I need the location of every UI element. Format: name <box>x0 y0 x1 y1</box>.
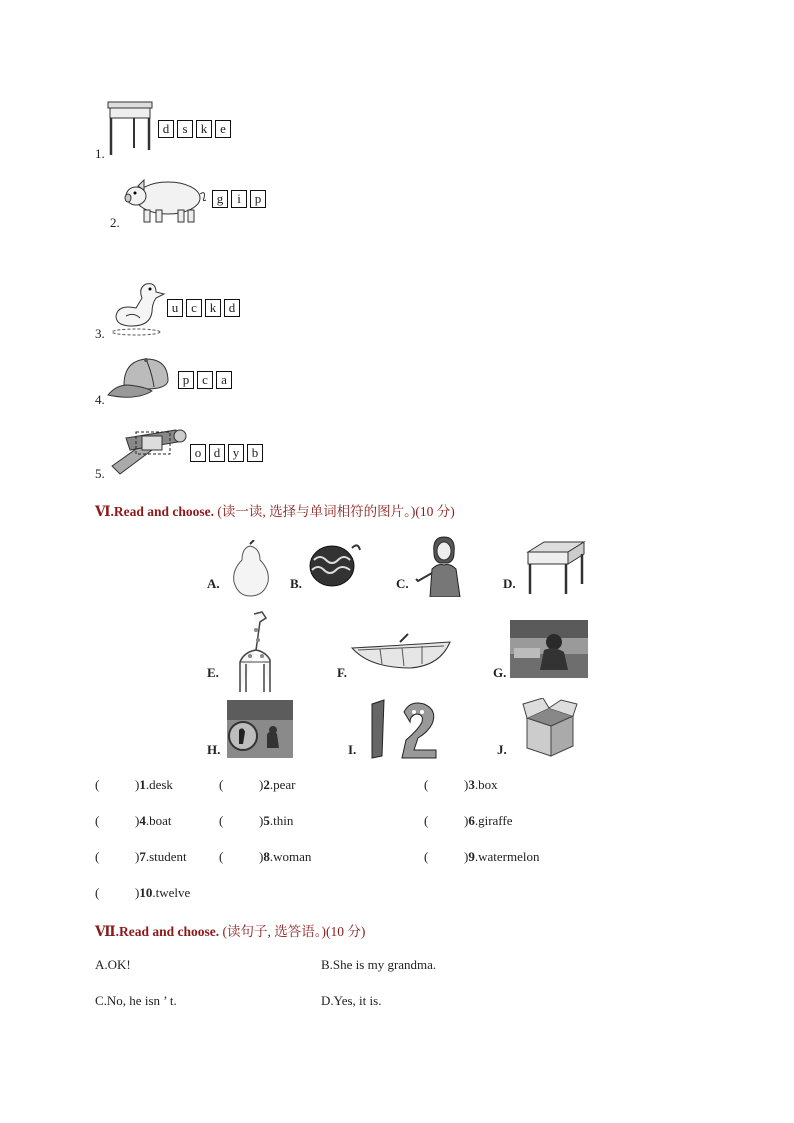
question-word: .box <box>474 777 498 792</box>
section-7-heading: Read and choose. <box>118 924 220 939</box>
close-paren: ) <box>135 885 140 900</box>
letter-box: k <box>205 299 221 317</box>
question-word: .giraffe <box>474 813 513 828</box>
question-number: 5 <box>263 813 270 828</box>
letter-box: b <box>247 444 263 462</box>
item-2-letters <box>212 190 266 208</box>
question-word: .watermelon <box>474 849 540 864</box>
option-d-label: D. <box>503 576 516 591</box>
question-number: 6 <box>468 813 475 828</box>
option-c-label: C. <box>396 576 409 591</box>
desk-picture <box>104 100 154 156</box>
question-word: .boat <box>145 813 172 828</box>
letter-box: u <box>167 299 183 317</box>
item-3-letters <box>167 299 240 317</box>
letter-box: d <box>224 299 240 317</box>
answer-option-d: D.Yes, it is. <box>321 993 382 1008</box>
option-i-label: I. <box>348 742 357 757</box>
close-paren: ) <box>464 849 469 864</box>
duck-picture <box>108 278 166 336</box>
question-number: 2 <box>263 777 270 792</box>
letter-box: c <box>197 371 213 389</box>
thin-monkey-icon <box>227 700 293 758</box>
answer-blank[interactable] <box>95 849 135 865</box>
item-5-number: 5. <box>95 466 105 481</box>
question-word: .woman <box>269 849 312 864</box>
item-3-number: 3. <box>95 326 105 341</box>
section-7-instruction: (读句子, 选答语。)(10 分) <box>222 924 366 939</box>
question-1 <box>95 777 173 793</box>
close-paren: ) <box>464 777 469 792</box>
answer-blank[interactable] <box>219 813 259 829</box>
open-paren: ( <box>424 813 429 828</box>
letter-box: p <box>178 371 194 389</box>
desk-icon <box>524 540 586 596</box>
letter-box: k <box>196 120 212 138</box>
answer-option-b: B.She is my grandma. <box>321 957 437 972</box>
giraffe-icon <box>226 610 278 694</box>
item-2-number: 2. <box>110 215 120 230</box>
close-paren: ) <box>135 777 140 792</box>
item-5-letters <box>190 444 263 462</box>
question-number: 8 <box>263 849 270 864</box>
answer-option-c: C.No, he isn ’ t. <box>95 993 177 1008</box>
option-j-label: J. <box>497 742 507 757</box>
section-6-title <box>95 500 455 520</box>
section-6-heading: Read and choose. <box>113 504 215 519</box>
question-word: .pear <box>269 777 296 792</box>
question-4 <box>95 813 171 829</box>
woman-icon <box>414 535 472 597</box>
section-6-instruction: (读一读, 选择与单词相符的图片。)(10 分) <box>217 504 455 519</box>
watermelon-icon <box>306 540 364 588</box>
option-f-label: F. <box>337 665 347 680</box>
close-paren: ) <box>259 849 264 864</box>
option-h-label: H. <box>207 742 221 757</box>
item-4-letters <box>178 371 232 389</box>
letter-box: s <box>177 120 193 138</box>
twelve-icon <box>368 698 444 760</box>
cap-picture <box>106 355 172 405</box>
question-2 <box>219 777 295 793</box>
question-9 <box>424 849 539 865</box>
answer-blank[interactable] <box>424 777 464 793</box>
letter-box: o <box>190 444 206 462</box>
question-word: .twelve <box>152 885 191 900</box>
open-paren: ( <box>95 849 100 864</box>
option-b-label: B. <box>290 576 302 591</box>
close-paren: ) <box>135 849 140 864</box>
question-number: 10 <box>139 885 153 900</box>
student-icon <box>510 620 588 678</box>
open-paren: ( <box>95 813 100 828</box>
option-a-label: A. <box>207 576 220 591</box>
question-5 <box>219 813 293 829</box>
pig-picture <box>122 176 208 224</box>
question-6 <box>424 813 513 829</box>
answer-blank[interactable] <box>95 777 135 793</box>
letter-box: g <box>212 190 228 208</box>
question-word: .desk <box>145 777 173 792</box>
letter-box: p <box>250 190 266 208</box>
letter-box: d <box>158 120 174 138</box>
section-6-roman: Ⅵ. <box>95 504 114 519</box>
open-paren: ( <box>219 777 224 792</box>
open-paren: ( <box>95 885 100 900</box>
answer-blank[interactable] <box>424 813 464 829</box>
answer-blank[interactable] <box>95 885 135 901</box>
question-number: 4 <box>139 813 146 828</box>
answer-blank[interactable] <box>219 849 259 865</box>
question-number: 9 <box>468 849 475 864</box>
question-8 <box>219 849 311 865</box>
letter-box: y <box>228 444 244 462</box>
answer-blank[interactable] <box>95 813 135 829</box>
option-e-label: E. <box>207 665 219 680</box>
close-paren: ) <box>259 777 264 792</box>
option-g-label: G. <box>493 665 507 680</box>
letter-box: c <box>186 299 202 317</box>
section-7-title <box>95 920 365 940</box>
question-10 <box>95 885 190 901</box>
letter-box: d <box>209 444 225 462</box>
question-word: .thin <box>269 813 294 828</box>
close-paren: ) <box>464 813 469 828</box>
close-paren: ) <box>259 813 264 828</box>
question-3 <box>424 777 498 793</box>
answer-option-a: A.OK! <box>95 957 131 972</box>
answer-blank[interactable] <box>219 777 259 793</box>
letter-box: e <box>215 120 231 138</box>
pear-icon <box>228 540 272 598</box>
item-4-number: 4. <box>95 392 105 407</box>
open-paren: ( <box>219 849 224 864</box>
question-7 <box>95 849 187 865</box>
item-1-letters <box>158 120 231 138</box>
answer-blank[interactable] <box>424 849 464 865</box>
box-icon <box>521 698 579 758</box>
item-1-number: 1. <box>95 146 105 161</box>
letter-box: i <box>231 190 247 208</box>
section-7-roman: Ⅶ. <box>95 924 119 939</box>
body-bandage-picture <box>106 420 190 476</box>
question-number: 3 <box>468 777 475 792</box>
open-paren: ( <box>424 849 429 864</box>
letter-box: a <box>216 371 232 389</box>
close-paren: ) <box>135 813 140 828</box>
open-paren: ( <box>424 777 429 792</box>
question-word: .student <box>145 849 187 864</box>
open-paren: ( <box>95 777 100 792</box>
boat-icon <box>350 632 452 672</box>
question-number: 1 <box>139 777 146 792</box>
open-paren: ( <box>219 813 224 828</box>
question-number: 7 <box>139 849 146 864</box>
